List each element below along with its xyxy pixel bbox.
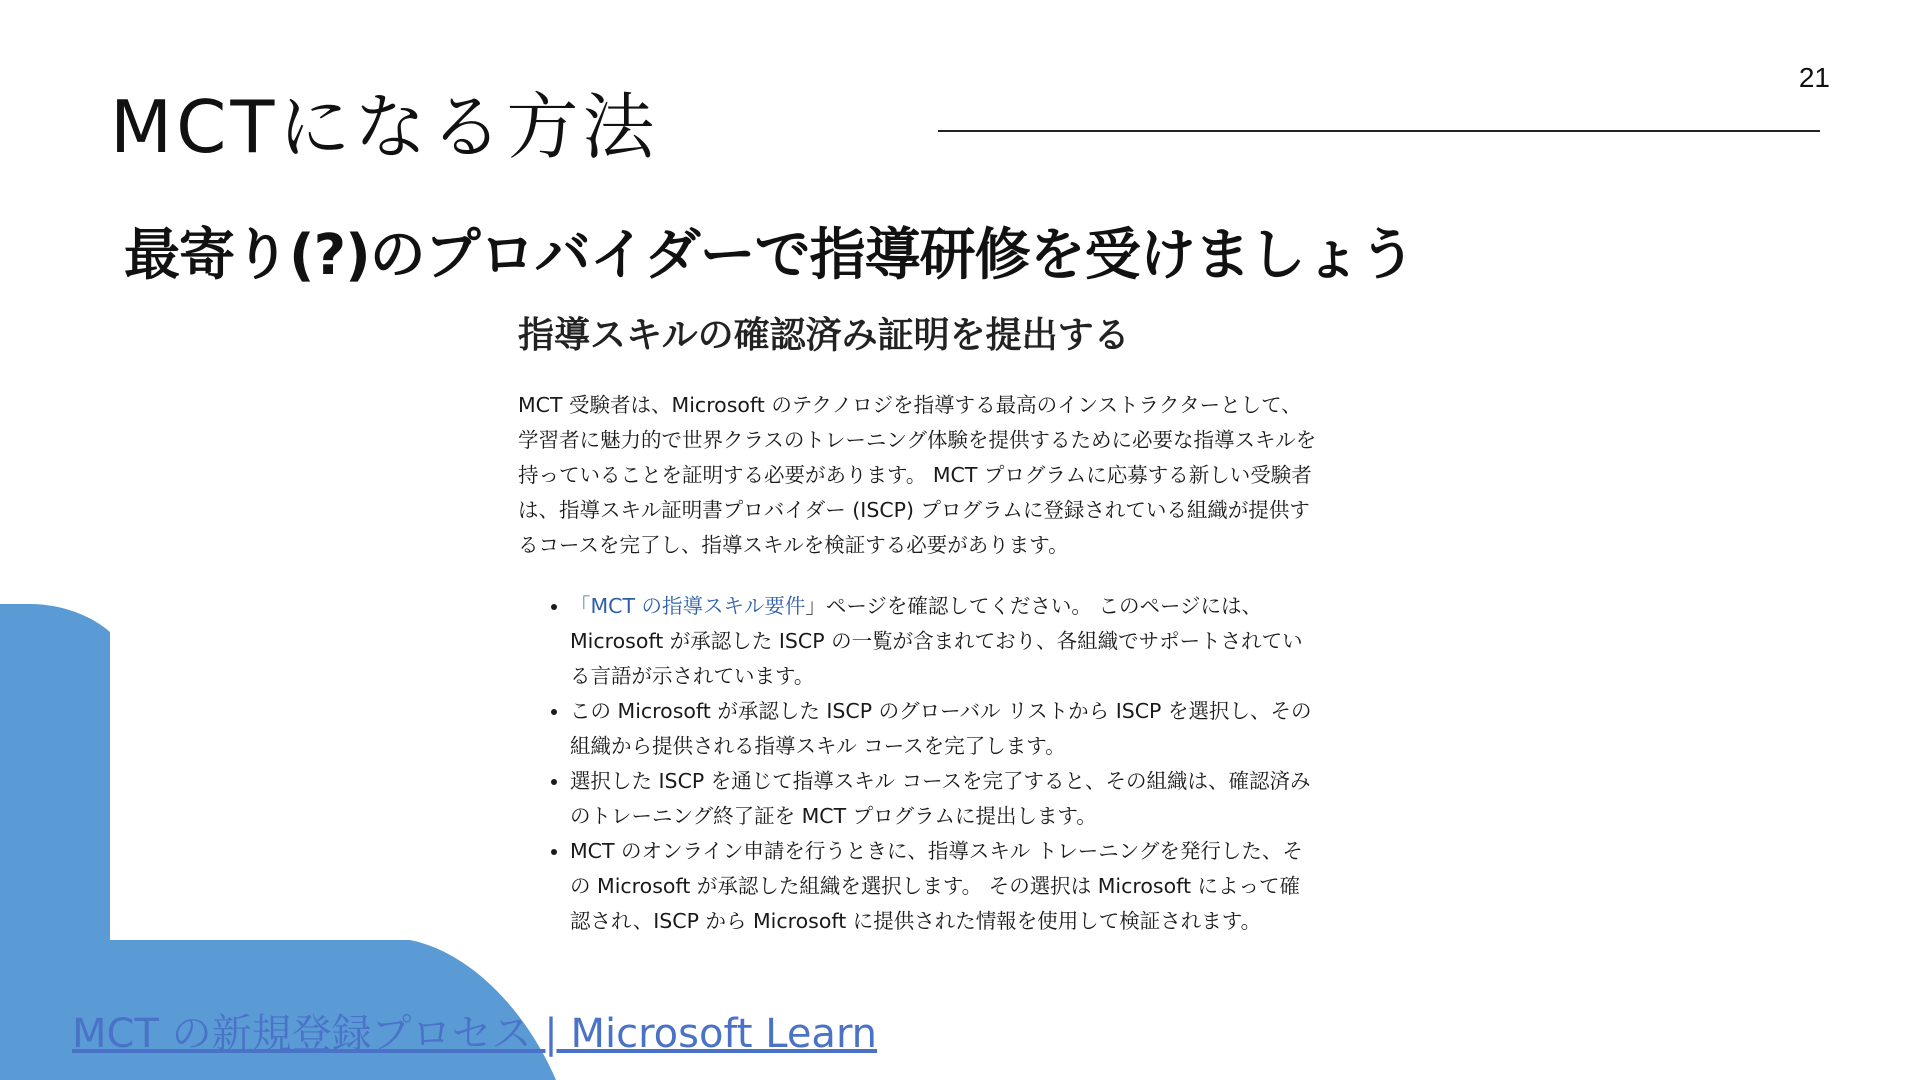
list-item	[570, 834, 1318, 939]
list-item-text: 選択した ISCP を通じて指導スキル コースを完了すると、その組織は、確認済みのトレーニング終了証を MCT プログラムに提出します。	[570, 769, 1311, 828]
skill-requirements-link[interactable]: 「MCT の指導スキル要件	[570, 594, 806, 618]
list-item	[570, 694, 1318, 764]
list-item-text: 」ページを確認してください。 このページには、Microsoft が承認した ISCP の一覧が含まれており、各組織でサポートされている言語が示されています。	[570, 594, 1303, 688]
document-paragraph: MCT 受験者は、Microsoft のテクノロジを指導する最高のインストラクターとして、学習者に魅力的で世界クラスのトレーニング体験を提供するために必要な指導スキルを持っていることを証明する必要があります。 MCT プログラムに応募する新しい受験者は、指導スキル証明書プロバイダー (ISCP) プログラムに登録されている組織が提供するコースを完了し、指導スキルを検証する必要があります。	[518, 393, 1317, 557]
list-item	[570, 589, 1318, 694]
list-item-text: MCT のオンライン申請を行うときに、指導スキル トレーニングを発行した、その Microsoft が承認した組織を選択します。 その選択は Microsoft によって確認され、ISCP から Microsoft に提供された情報を使用して検証されます。	[570, 839, 1303, 933]
page-number: 21	[1798, 62, 1830, 93]
slide-title: MCTになる方法	[110, 85, 659, 169]
list-item	[570, 764, 1318, 834]
requirements-list	[518, 589, 1318, 939]
list-item-text: この Microsoft が承認した ISCP のグローバル リストから ISCP を選択し、その組織から提供される指導スキル コースを完了します。	[570, 699, 1312, 758]
document-excerpt	[518, 312, 1318, 939]
document-heading: 指導スキルの確認済み証明を提出する	[518, 315, 1130, 356]
title-divider	[938, 130, 1820, 132]
slide-subtitle: 最寄り(?)のプロバイダーで指導研修を受けましょう	[124, 223, 1415, 288]
source-link[interactable]: MCT の新規登録プロセス | Microsoft Learn	[72, 1011, 878, 1057]
